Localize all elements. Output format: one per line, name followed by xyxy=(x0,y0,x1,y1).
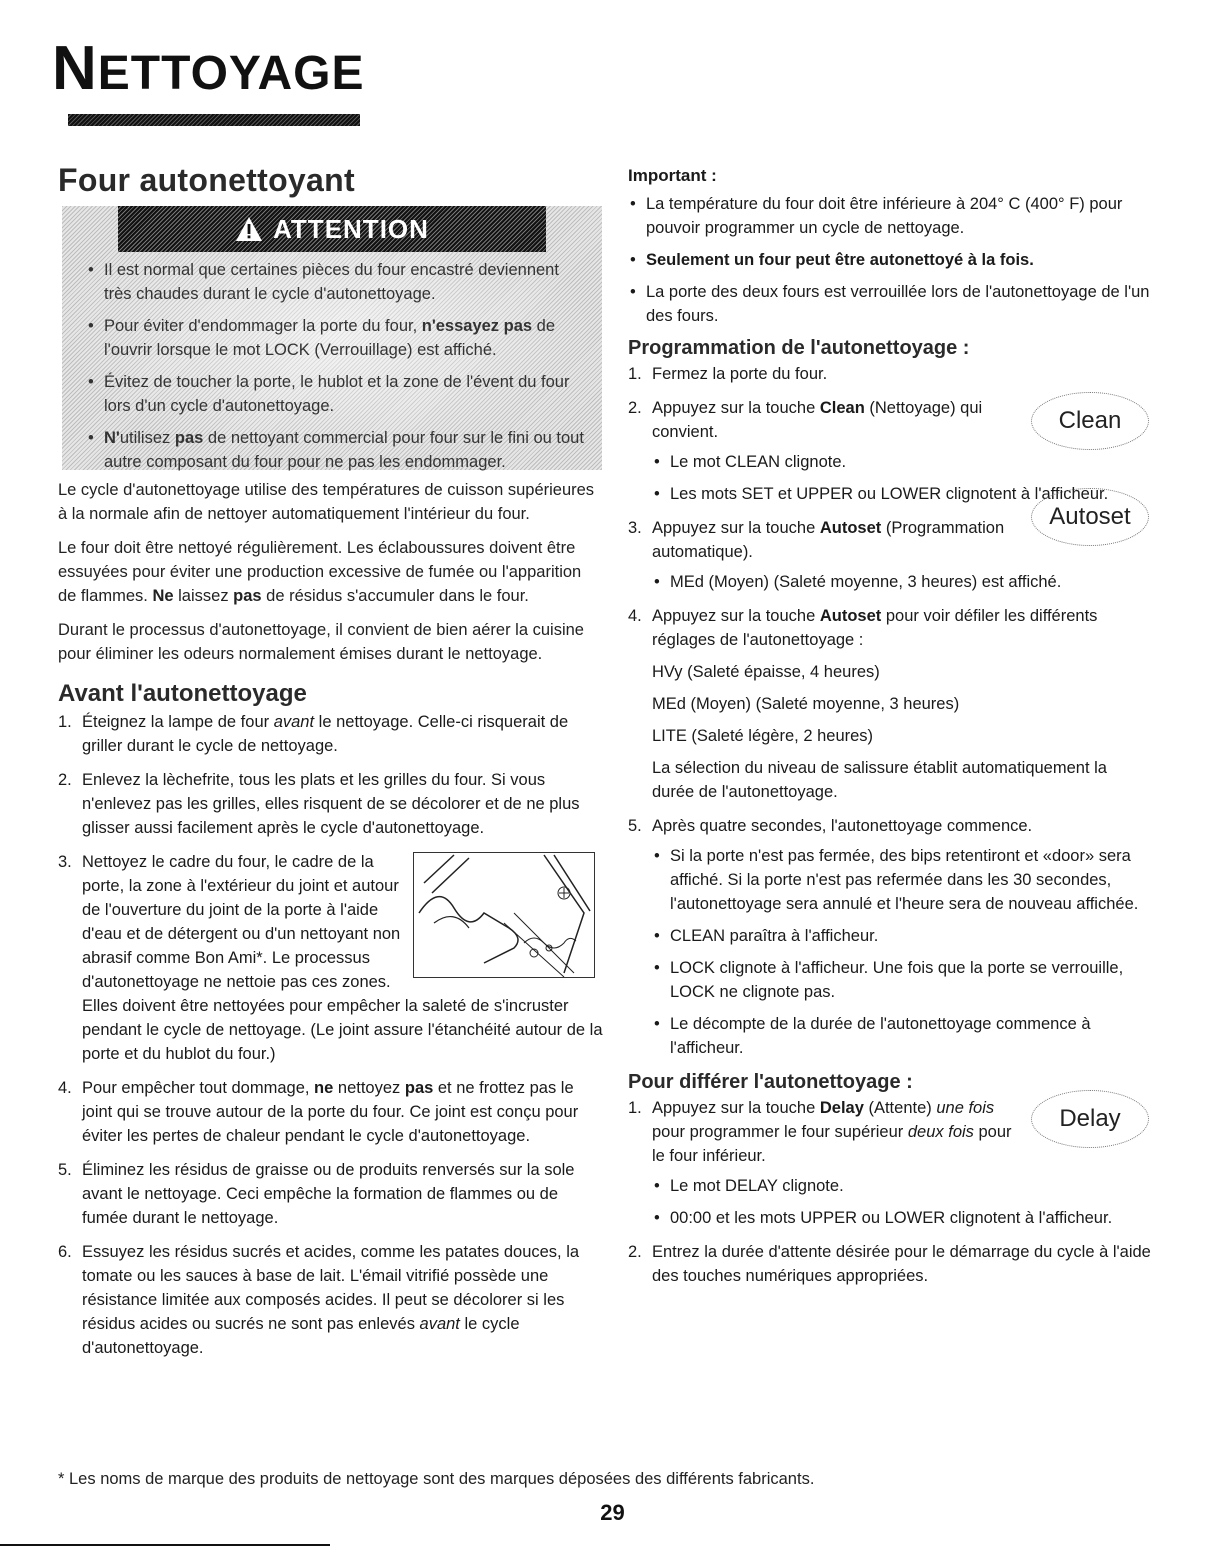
step-text: Appuyez sur la touche xyxy=(652,1099,820,1117)
intro-paragraphs xyxy=(58,478,603,666)
bottom-rule xyxy=(0,1544,330,1546)
paragraph-bold: Ne xyxy=(152,587,174,605)
warning-label: ATTENTION xyxy=(273,214,429,244)
bullet-item: • CLEAN paraîtra à l'afficheur. xyxy=(652,924,1153,948)
step-bold: Autoset xyxy=(819,519,882,537)
bullet-item: • Les mots SET et UPPER ou LOWER clignotent à l'afficheur. xyxy=(652,482,1153,506)
level-item: MEd (Moyen) (Saleté moyenne, 3 heures) xyxy=(652,695,960,713)
step-number: 2. xyxy=(58,771,72,789)
step-bullets xyxy=(652,570,1153,594)
section-title-avant: Avant l'autonettoyage xyxy=(58,680,307,707)
delay-steps xyxy=(628,1096,1153,1288)
paragraph-text: de résidus s'accumuler dans le four. xyxy=(261,587,529,605)
oven-door-drawing xyxy=(414,853,594,977)
step-item xyxy=(58,768,603,840)
paragraph-bold: pas xyxy=(233,587,262,605)
step-text: Essuyez les résidus sucrés et acides, comme les patates douces, la tomate ou les sauces à base de lait. L'émail vitrifié possède une résistance limitée aux composés acides. Il peut se décolorer si les résidus acides ou sucrés ne sont pas enlevés xyxy=(82,1243,580,1333)
warning-box xyxy=(62,206,602,470)
step-text: et ne frottez pas le joint qui se trouve autour de la porte du four. Ce joint est conçu pour éviter les pertes de chaleur pendant le cycle d'autonettoyage. xyxy=(82,1079,579,1145)
paragraph: Le cycle d'autonettoyage utilise des températures de cuisson supérieures à la normale afin de nettoyer automatiquement l'intérieur du four. xyxy=(58,481,595,523)
oven-door-illustration xyxy=(413,852,595,978)
step-text: Enlevez la lèchefrite, tous les plats et les grilles du four. Si vous n'enlevez pas les grilles, elles risquent de se décolorer et de ne plus glisser aussi facilement après le cycle d'autonettoyage. xyxy=(82,771,580,837)
step-bullets xyxy=(652,844,1153,1060)
step-number: 1. xyxy=(58,713,72,731)
warning-icon xyxy=(235,216,263,242)
step-text: (Attente) xyxy=(863,1099,937,1117)
warning-text: Évitez de toucher la porte, le hublot et la zone de l'évent du four lors d'un cycle d'autonettoyage. xyxy=(104,373,570,415)
left-column xyxy=(58,160,603,1370)
step-item xyxy=(628,604,1153,804)
page-number: 29 xyxy=(600,1500,625,1525)
page-title xyxy=(52,34,365,105)
warning-bold: n'essayez pas xyxy=(421,317,533,335)
level-note: La sélection du niveau de salissure établit automatiquement la durée de l'autonettoyage. xyxy=(652,759,1107,801)
step-item xyxy=(628,1096,1153,1230)
step-text: nettoyez xyxy=(333,1079,405,1097)
step-number: 1. xyxy=(628,1099,642,1117)
paragraph-text: laissez xyxy=(173,587,234,605)
warning-bold: N' xyxy=(104,429,120,447)
step-bold: ne xyxy=(314,1079,334,1097)
step-number: 5. xyxy=(58,1161,72,1179)
title-underline xyxy=(68,114,360,126)
step-item xyxy=(628,814,1153,1060)
autoset-key-icon: Autoset xyxy=(1031,488,1149,546)
step-number: 3. xyxy=(58,853,72,871)
step-number: 2. xyxy=(628,1243,642,1261)
page-title-text: N xyxy=(52,34,98,103)
step-number: 4. xyxy=(58,1079,72,1097)
important-bold: Seulement un four peut être autonettoyé à la fois. xyxy=(646,251,1034,269)
step-bullets xyxy=(652,1174,1153,1230)
level-item: HVy (Saleté épaisse, 4 heures) xyxy=(652,663,880,681)
section-title-differer: Pour différer l'autonettoyage : xyxy=(628,1071,913,1093)
step-text: pour voir défiler les différents réglages de l'autonettoyage : xyxy=(652,607,1098,649)
paragraph-text: Le four doit être nettoyé régulièrement. Les éclaboussures doivent être essuyées pour éviter une production excessive de fumée ou l'apparition de flammes. xyxy=(58,539,582,605)
step-item xyxy=(58,850,603,1066)
step-item xyxy=(628,1240,1153,1288)
avant-steps xyxy=(58,710,603,1360)
warning-bold: pas xyxy=(174,429,204,447)
step-text: (Programmation automatique). xyxy=(652,519,1005,561)
step-emphasis: deux fois xyxy=(907,1123,974,1141)
warning-item xyxy=(86,426,584,474)
step-item xyxy=(58,1158,603,1230)
step-text: Pour empêcher tout dommage, xyxy=(82,1079,315,1097)
right-column xyxy=(628,164,1153,1298)
step-text: Appuyez sur la touche xyxy=(652,519,820,537)
bullet-item: • Le mot CLEAN clignote. xyxy=(652,450,1153,474)
step-text: pour programmer le four supérieur xyxy=(652,1123,908,1141)
step-item xyxy=(58,1240,603,1360)
page-header xyxy=(52,34,365,105)
step-emphasis: avant xyxy=(273,713,315,731)
step-bold: Delay xyxy=(819,1099,864,1117)
step-item xyxy=(58,710,603,758)
step-text: le nettoyage. Celle-ci risquerait de griller durant le cycle de nettoyage. xyxy=(82,713,569,755)
step-text: Appuyez sur la touche xyxy=(652,399,820,417)
bullet-item: • Si la porte n'est pas fermée, des bips retentiront et «door» sera affiché. Si la porte n'est pas refermée dans les 30 secondes, l'autonettoyage sera annulé et l'heure sera de nouveau affichée. xyxy=(652,844,1153,916)
page-title-rest: ETTOYAGE xyxy=(97,47,365,100)
important-item xyxy=(628,248,1153,272)
clean-key-icon: Clean xyxy=(1031,392,1149,450)
step-text: Éliminez les résidus de graisse ou de produits renversés sur la sole avant le nettoyage. Ceci empêche la formation de flammes ou de fumée durant le nettoyage. xyxy=(82,1161,575,1227)
step-item xyxy=(628,503,1153,594)
bullet-item: • 00:00 et les mots UPPER ou LOWER clignotent à l'afficheur. xyxy=(652,1206,1153,1230)
step-number: 3. xyxy=(628,519,642,537)
warning-item xyxy=(86,258,584,306)
level-item: LITE (Saleté légère, 2 heures) xyxy=(652,727,874,745)
important-label: Important : xyxy=(628,166,717,185)
paragraph: Durant le processus d'autonettoyage, il convient de bien aérer la cuisine pour éliminer les odeurs normalement émises durant le nettoyage. xyxy=(58,621,584,663)
section-title-programmation: Programmation de l'autonettoyage : xyxy=(628,337,970,359)
step-text: Entrez la durée d'attente désirée pour le démarrage du cycle à l'aide des touches numériques appropriées. xyxy=(652,1243,1151,1285)
warning-item xyxy=(86,314,584,362)
warning-text: de nettoyant commercial pour four sur le fini ou tout autre composant du four pour ne pas les endommager. xyxy=(104,429,584,471)
warning-header xyxy=(62,206,602,252)
step-text: Appuyez sur la touche xyxy=(652,607,820,625)
important-list xyxy=(628,192,1153,328)
important-item xyxy=(628,192,1153,240)
step-bold: pas xyxy=(404,1079,434,1097)
bullet-item: • MEd (Moyen) (Saleté moyenne, 3 heures) est affiché. xyxy=(652,570,1153,594)
step-bold: Autoset xyxy=(819,607,882,625)
step-text: Éteignez la lampe de four xyxy=(82,713,274,731)
warning-item xyxy=(86,370,584,418)
step-text: le cycle d'autonettoyage. xyxy=(82,1315,520,1357)
step-text: Après quatre secondes, l'autonettoyage commence. xyxy=(652,817,1033,835)
warning-text: Il est normal que certaines pièces du four encastré deviennent très chaudes durant le cycle d'autonettoyage. xyxy=(104,261,559,303)
step-number: 2. xyxy=(628,399,642,417)
bullet-item: • Le mot DELAY clignote. xyxy=(652,1174,1153,1198)
step-text: pour le four inférieur. xyxy=(652,1123,1012,1165)
important-text: La température du four doit être inférieure à 204° C (400° F) pour pouvoir programmer un cycle de nettoyage. xyxy=(646,195,1123,237)
step-item xyxy=(58,1076,603,1148)
important-text: La porte des deux fours est verrouillée lors de l'autonettoyage de l'un des fours. xyxy=(646,283,1150,325)
step-text: (Nettoyage) qui convient. xyxy=(652,399,983,441)
step-number: 1. xyxy=(628,365,642,383)
prog-steps xyxy=(628,362,1153,1060)
step-emphasis: une fois xyxy=(936,1099,995,1117)
warning-text: de l'ouvrir lorsque le mot LOCK (Verrouillage) est affiché. xyxy=(104,317,556,359)
warning-text: utilisez xyxy=(119,429,175,447)
step-emphasis: avant xyxy=(419,1315,460,1333)
footnote: * Les noms de marque des produits de nettoyage sont des marques déposées des différents fabricants. xyxy=(58,1470,815,1488)
bullet-item: • Le décompte de la durée de l'autonettoyage commence à l'afficheur. xyxy=(652,1012,1153,1060)
important-item xyxy=(628,280,1153,328)
step-number: 6. xyxy=(58,1243,72,1261)
paragraph xyxy=(58,536,603,608)
section-title-four-autonettoyant: Four autonettoyant xyxy=(58,162,355,198)
step-text: Fermez la porte du four. xyxy=(652,365,828,383)
step-text: Nettoyez le cadre du four, le cadre de la porte, la zone à l'extérieur du joint et autour de l'ouverture du joint de la porte à l'aide d'eau et de détergent ou d'un nettoyant non abrasif comme Bon Ami*. Le processus d'autonettoyage ne nettoie pas ces zones. Elles doivent être nettoyées pour empêcher la saleté de s'incruster pendant le cycle de nettoyage. (Le joint assure l'étanchéité autour de la porte et du hublot du four.) xyxy=(82,853,603,1063)
warning-list xyxy=(86,258,584,474)
step-item xyxy=(628,362,1153,386)
bullet-item: • LOCK clignote à l'afficheur. Une fois que la porte se verrouille, LOCK ne clignote pas. xyxy=(652,956,1153,1004)
delay-key-icon: Delay xyxy=(1031,1090,1149,1148)
step-number: 4. xyxy=(628,607,642,625)
step-number: 5. xyxy=(628,817,642,835)
warning-text: Pour éviter d'endommager la porte du four, xyxy=(104,317,422,335)
step-bold: Clean xyxy=(819,399,865,417)
